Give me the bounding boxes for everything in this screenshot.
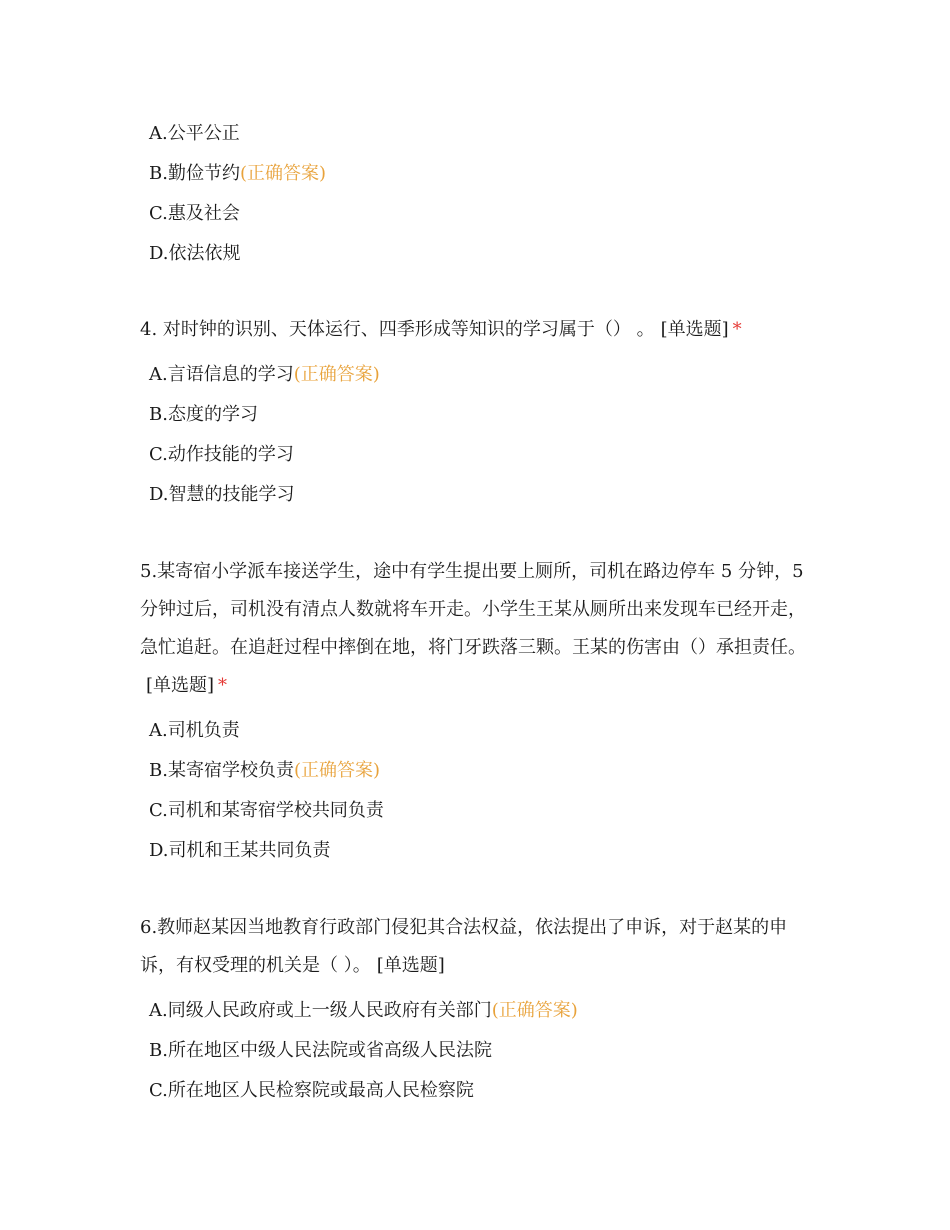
- question-4-options: [140, 363, 820, 523]
- option-4c[interactable]: C.动作技能的学习: [149, 444, 294, 465]
- option-3d[interactable]: D.依法依规: [149, 243, 241, 264]
- option-4d[interactable]: D.智慧的技能学习: [149, 484, 295, 505]
- question-4: [140, 311, 820, 349]
- question-3-options: [140, 122, 820, 282]
- question-6-options: [140, 999, 820, 1119]
- option-6c[interactable]: C.所在地区人民检察院或最高人民检察院: [149, 1080, 474, 1101]
- option-6b[interactable]: B.所在地区中级人民法院或省高级人民法院: [149, 1040, 492, 1061]
- option-3b[interactable]: B.勤俭节约(正确答案): [149, 163, 326, 184]
- question-type-label: [单选题]: [376, 955, 445, 976]
- correct-answer-tag: (正确答案): [491, 1000, 578, 1021]
- option-3a[interactable]: A.公平公正: [149, 123, 240, 144]
- question-5: [140, 553, 820, 705]
- correct-answer-tag: (正确答案): [239, 163, 326, 184]
- option-5c[interactable]: C.司机和某寄宿学校共同负责: [149, 800, 384, 821]
- option-4a[interactable]: A.言语信息的学习(正确答案): [149, 364, 380, 385]
- question-6-stem: 6.教师赵某因当地教育行政部门侵犯其合法权益，依法提出了申诉，对于赵某的申诉，有权受理的机关是（ ）。 [单选题]: [140, 917, 788, 976]
- question-type-label: [单选题]: [146, 675, 215, 696]
- question-5-options: [140, 719, 820, 879]
- option-4b[interactable]: B.态度的学习: [149, 404, 258, 425]
- question-5-stem: 5.某寄宿小学派车接送学生，途中有学生提出要上厕所，司机在路边停车 5 分钟，5 分钟过后，司机没有清点人数就将车开走。小学生王某从厕所出来发现车已经开走，急忙追赶。在追赶过程中摔倒在地，将门牙跌落三颗。王某的伤害由（）承担责任。[单选题] *: [140, 561, 806, 696]
- required-mark: *: [732, 319, 742, 340]
- question-4-stem: 4. 对时钟的识别、天体运行、四季形成等知识的学习属于（） 。 [单选题] *: [140, 319, 742, 340]
- required-mark: *: [218, 675, 228, 696]
- correct-answer-tag: (正确答案): [293, 364, 380, 385]
- option-5b[interactable]: B.某寄宿学校负责(正确答案): [149, 760, 380, 781]
- correct-answer-tag: (正确答案): [293, 760, 380, 781]
- option-3c[interactable]: C.惠及社会: [149, 203, 240, 224]
- question-6: [140, 909, 820, 985]
- option-5a[interactable]: A.司机负责: [149, 720, 240, 741]
- option-6a[interactable]: A.同级人民政府或上一级人民政府有关部门(正确答案): [149, 1000, 578, 1021]
- question-type-label: [单选题]: [660, 319, 729, 340]
- option-5d[interactable]: D.司机和王某共同负责: [149, 840, 331, 861]
